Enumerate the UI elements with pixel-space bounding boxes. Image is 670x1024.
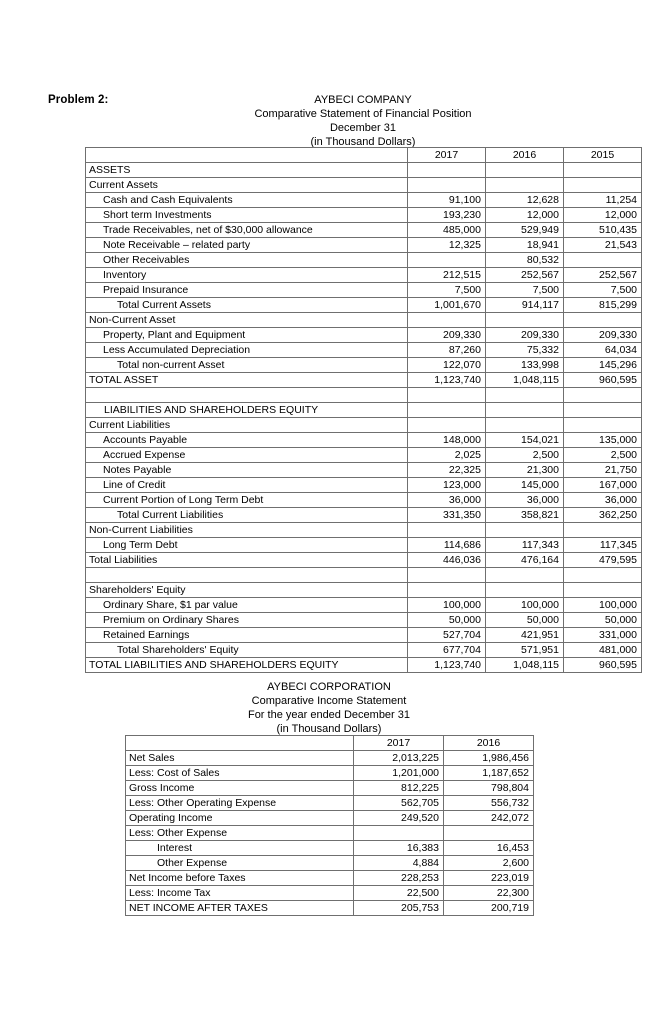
row-value-2017: [408, 583, 486, 598]
table-row: [86, 328, 642, 343]
spacer-row: [86, 388, 642, 403]
row-value-2015: [564, 388, 642, 403]
row-value-2017: 209,330: [408, 328, 486, 343]
row-value-2017: 87,260: [408, 343, 486, 358]
income-statement-body: [126, 736, 534, 916]
row-value-2017: [408, 523, 486, 538]
row-value-2015: 479,595: [564, 553, 642, 568]
row-label: Other Receivables: [86, 253, 408, 268]
row-value-2017: [408, 388, 486, 403]
row-value-2016: 22,300: [444, 886, 534, 901]
row-value-2016: [486, 313, 564, 328]
row-value-2017: 36,000: [408, 493, 486, 508]
income-statement-title: [125, 680, 533, 736]
row-value-2015: 2,500: [564, 448, 642, 463]
income-statement-title-line-2: For the year ended December 31: [247, 709, 411, 721]
row-value-2016: 12,000: [486, 208, 564, 223]
table-row: [86, 418, 642, 433]
row-label: Accrued Expense: [86, 448, 408, 463]
row-value-2017: 122,070: [408, 358, 486, 373]
row-label: Gross Income: [126, 781, 354, 796]
table-row: [86, 613, 642, 628]
balance-sheet-header-label: [86, 148, 408, 163]
table-row: [126, 796, 534, 811]
row-value-2017: 331,350: [408, 508, 486, 523]
row-value-2015: 960,595: [564, 373, 642, 388]
income-statement-title-line-0: AYBECI CORPORATION: [267, 681, 391, 693]
income-statement-header-year-2016: 2016: [444, 736, 534, 751]
row-value-2015: 252,567: [564, 268, 642, 283]
balance-sheet-title-line-0: AYBECI COMPANY: [314, 94, 412, 106]
row-value-2017: 1,201,000: [354, 766, 444, 781]
table-row: [86, 628, 642, 643]
row-value-2016: 36,000: [486, 493, 564, 508]
row-value-2016: 18,941: [486, 238, 564, 253]
row-value-2016: 914,117: [486, 298, 564, 313]
row-value-2017: 1,001,670: [408, 298, 486, 313]
row-value-2017: 22,325: [408, 463, 486, 478]
row-value-2016: 1,187,652: [444, 766, 534, 781]
row-value-2016: 75,332: [486, 343, 564, 358]
row-value-2015: [564, 523, 642, 538]
income-statement-title-line-3: (in Thousand Dollars): [276, 723, 382, 735]
row-label: Current Portion of Long Term Debt: [86, 493, 408, 508]
row-value-2017: 7,500: [408, 283, 486, 298]
row-label: Shareholders' Equity: [86, 583, 408, 598]
row-label: Line of Credit: [86, 478, 408, 493]
table-row: [126, 841, 534, 856]
row-value-2015: 209,330: [564, 328, 642, 343]
row-label: Cash and Cash Equivalents: [86, 193, 408, 208]
table-row: [86, 643, 642, 658]
table-row: [86, 538, 642, 553]
balance-sheet-title-line-2: December 31: [329, 122, 397, 134]
row-value-2016: [486, 403, 564, 418]
row-value-2016: 209,330: [486, 328, 564, 343]
row-label: Total Current Liabilities: [86, 508, 408, 523]
spacer-row: [86, 568, 642, 583]
table-row: [86, 463, 642, 478]
row-value-2016: 117,343: [486, 538, 564, 553]
row-value-2015: 7,500: [564, 283, 642, 298]
row-value-2017: 2,013,225: [354, 751, 444, 766]
table-row: [86, 478, 642, 493]
row-label: Less: Cost of Sales: [126, 766, 354, 781]
row-label: Property, Plant and Equipment: [86, 328, 408, 343]
row-value-2017: 22,500: [354, 886, 444, 901]
row-value-2016: 798,804: [444, 781, 534, 796]
row-value-2016: 12,628: [486, 193, 564, 208]
table-row: [126, 826, 534, 841]
row-label: [86, 388, 408, 403]
row-value-2015: [564, 163, 642, 178]
row-value-2016: 476,164: [486, 553, 564, 568]
row-value-2017: 91,100: [408, 193, 486, 208]
row-value-2015: [564, 583, 642, 598]
table-row: [126, 886, 534, 901]
row-label: Net Sales: [126, 751, 354, 766]
table-row: [86, 268, 642, 283]
row-value-2016: 16,453: [444, 841, 534, 856]
row-value-2016: 529,949: [486, 223, 564, 238]
balance-sheet-header-row: [86, 148, 642, 163]
row-label: TOTAL LIABILITIES AND SHAREHOLDERS EQUITY: [86, 658, 408, 673]
row-value-2017: 2,025: [408, 448, 486, 463]
row-value-2017: 205,753: [354, 901, 444, 916]
table-row: [86, 598, 642, 613]
table-row: [86, 358, 642, 373]
row-value-2015: 135,000: [564, 433, 642, 448]
row-value-2015: [564, 418, 642, 433]
row-value-2015: [564, 253, 642, 268]
table-row: [86, 658, 642, 673]
row-value-2017: 562,705: [354, 796, 444, 811]
row-value-2015: 481,000: [564, 643, 642, 658]
row-value-2016: [486, 178, 564, 193]
row-label: Less: Other Expense: [126, 826, 354, 841]
table-row: [86, 193, 642, 208]
row-value-2016: 154,021: [486, 433, 564, 448]
row-value-2017: [408, 403, 486, 418]
row-value-2017: 16,383: [354, 841, 444, 856]
row-label: [86, 568, 408, 583]
table-row: [86, 493, 642, 508]
income-statement-header-year-2017: 2017: [354, 736, 444, 751]
table-row: [86, 343, 642, 358]
balance-sheet-header-year-2017: 2017: [408, 148, 486, 163]
row-value-2017: 485,000: [408, 223, 486, 238]
row-value-2016: 223,019: [444, 871, 534, 886]
row-label: Short term Investments: [86, 208, 408, 223]
row-label: Other Expense: [126, 856, 354, 871]
row-value-2015: 50,000: [564, 613, 642, 628]
row-value-2017: [408, 163, 486, 178]
balance-sheet-header-year-2016: 2016: [486, 148, 564, 163]
row-label: Premium on Ordinary Shares: [86, 613, 408, 628]
table-row: [126, 901, 534, 916]
row-value-2017: 148,000: [408, 433, 486, 448]
row-value-2016: [486, 163, 564, 178]
row-value-2017: 212,515: [408, 268, 486, 283]
row-value-2015: [564, 568, 642, 583]
row-value-2016: 571,951: [486, 643, 564, 658]
row-value-2016: 7,500: [486, 283, 564, 298]
section-header-label: ASSETS: [86, 163, 408, 178]
row-label: Non-Current Liabilities: [86, 523, 408, 538]
row-label: Less: Other Operating Expense: [126, 796, 354, 811]
section-header-label: LIABILITIES AND SHAREHOLDERS EQUITY: [86, 403, 408, 418]
row-value-2015: 21,750: [564, 463, 642, 478]
row-label: Interest: [126, 841, 354, 856]
table-row: [86, 448, 642, 463]
row-value-2017: 1,123,740: [408, 658, 486, 673]
row-label: Notes Payable: [86, 463, 408, 478]
row-label: NET INCOME AFTER TAXES: [126, 901, 354, 916]
row-label: Total Current Assets: [86, 298, 408, 313]
row-value-2015: 960,595: [564, 658, 642, 673]
row-value-2015: 331,000: [564, 628, 642, 643]
row-value-2017: 50,000: [408, 613, 486, 628]
row-value-2016: 50,000: [486, 613, 564, 628]
row-value-2016: 133,998: [486, 358, 564, 373]
row-value-2016: 100,000: [486, 598, 564, 613]
row-label: Non-Current Asset: [86, 313, 408, 328]
balance-sheet-header-year-2015: 2015: [564, 148, 642, 163]
row-value-2015: 64,034: [564, 343, 642, 358]
row-value-2015: 167,000: [564, 478, 642, 493]
table-row: [126, 751, 534, 766]
row-value-2016: 421,951: [486, 628, 564, 643]
row-value-2016: [486, 388, 564, 403]
balance-sheet-title-line-1: Comparative Statement of Financial Position: [254, 108, 472, 120]
table-row: [86, 253, 642, 268]
table-row: [86, 313, 642, 328]
row-value-2015: 100,000: [564, 598, 642, 613]
row-value-2015: 510,435: [564, 223, 642, 238]
row-value-2017: 193,230: [408, 208, 486, 223]
row-value-2017: [408, 313, 486, 328]
table-row: [126, 871, 534, 886]
row-value-2017: 527,704: [408, 628, 486, 643]
row-value-2016: 556,732: [444, 796, 534, 811]
row-label: Inventory: [86, 268, 408, 283]
row-value-2017: 114,686: [408, 538, 486, 553]
row-label: Less Accumulated Depreciation: [86, 343, 408, 358]
row-value-2017: [408, 568, 486, 583]
table-row: [86, 583, 642, 598]
balance-sheet-title: [85, 93, 641, 149]
row-label: Total Liabilities: [86, 553, 408, 568]
row-label: TOTAL ASSET: [86, 373, 408, 388]
table-row: [86, 553, 642, 568]
table-row: [86, 178, 642, 193]
row-value-2016: 2,600: [444, 856, 534, 871]
row-value-2016: 21,300: [486, 463, 564, 478]
table-row: [86, 223, 642, 238]
row-value-2016: [486, 523, 564, 538]
table-row: [86, 433, 642, 448]
row-value-2015: [564, 403, 642, 418]
row-value-2016: 242,072: [444, 811, 534, 826]
row-label: Prepaid Insurance: [86, 283, 408, 298]
row-value-2016: 1,048,115: [486, 658, 564, 673]
row-value-2015: 11,254: [564, 193, 642, 208]
row-value-2015: 21,543: [564, 238, 642, 253]
row-value-2017: 4,884: [354, 856, 444, 871]
row-value-2016: [486, 583, 564, 598]
row-value-2016: 252,567: [486, 268, 564, 283]
row-label: Total Shareholders' Equity: [86, 643, 408, 658]
balance-sheet-title-line-3: (in Thousand Dollars): [310, 136, 416, 148]
row-value-2015: [564, 178, 642, 193]
row-value-2016: [486, 418, 564, 433]
table-row: [126, 781, 534, 796]
row-value-2015: 815,299: [564, 298, 642, 313]
row-value-2016: 80,532: [486, 253, 564, 268]
table-row: [86, 238, 642, 253]
row-value-2016: [444, 826, 534, 841]
row-value-2017: 123,000: [408, 478, 486, 493]
table-row: [86, 373, 642, 388]
row-label: Retained Earnings: [86, 628, 408, 643]
row-value-2015: 117,345: [564, 538, 642, 553]
table-row: [126, 811, 534, 826]
income-statement-header-label: [126, 736, 354, 751]
balance-sheet-table: [85, 147, 642, 673]
table-row: [86, 208, 642, 223]
row-value-2017: 12,325: [408, 238, 486, 253]
table-row: [126, 856, 534, 871]
row-value-2016: 358,821: [486, 508, 564, 523]
row-label: Ordinary Share, $1 par value: [86, 598, 408, 613]
row-value-2016: 2,500: [486, 448, 564, 463]
table-row: [86, 523, 642, 538]
row-label: Long Term Debt: [86, 538, 408, 553]
table-row: [86, 283, 642, 298]
row-value-2015: 12,000: [564, 208, 642, 223]
row-value-2016: 145,000: [486, 478, 564, 493]
row-value-2017: 228,253: [354, 871, 444, 886]
row-value-2015: 145,296: [564, 358, 642, 373]
row-value-2017: 677,704: [408, 643, 486, 658]
table-row: [126, 766, 534, 781]
table-row: [86, 298, 642, 313]
row-label: Note Receivable – related party: [86, 238, 408, 253]
income-statement-title-line-1: Comparative Income Statement: [251, 695, 407, 707]
problem-label: Problem 2:: [48, 94, 109, 106]
income-statement-header-row: [126, 736, 534, 751]
row-label: Operating Income: [126, 811, 354, 826]
balance-sheet-body: [86, 148, 642, 673]
row-value-2015: [564, 313, 642, 328]
row-label: Trade Receivables, net of $30,000 allowance: [86, 223, 408, 238]
row-value-2016: 1,048,115: [486, 373, 564, 388]
row-value-2017: [408, 253, 486, 268]
income-statement-table: [125, 735, 534, 916]
row-value-2017: [354, 826, 444, 841]
table-row: [86, 163, 642, 178]
row-value-2016: 1,986,456: [444, 751, 534, 766]
row-label: Current Liabilities: [86, 418, 408, 433]
row-label: Net Income before Taxes: [126, 871, 354, 886]
row-label: Accounts Payable: [86, 433, 408, 448]
row-value-2017: 100,000: [408, 598, 486, 613]
row-label: Current Assets: [86, 178, 408, 193]
row-value-2017: 812,225: [354, 781, 444, 796]
row-value-2015: 36,000: [564, 493, 642, 508]
table-row: [86, 508, 642, 523]
row-value-2016: [486, 568, 564, 583]
row-value-2017: 249,520: [354, 811, 444, 826]
row-value-2017: [408, 418, 486, 433]
row-value-2015: 362,250: [564, 508, 642, 523]
row-label: Total non-current Asset: [86, 358, 408, 373]
row-label: Less: Income Tax: [126, 886, 354, 901]
row-value-2017: 446,036: [408, 553, 486, 568]
row-value-2017: 1,123,740: [408, 373, 486, 388]
row-value-2016: 200,719: [444, 901, 534, 916]
table-row: [86, 403, 642, 418]
row-value-2017: [408, 178, 486, 193]
